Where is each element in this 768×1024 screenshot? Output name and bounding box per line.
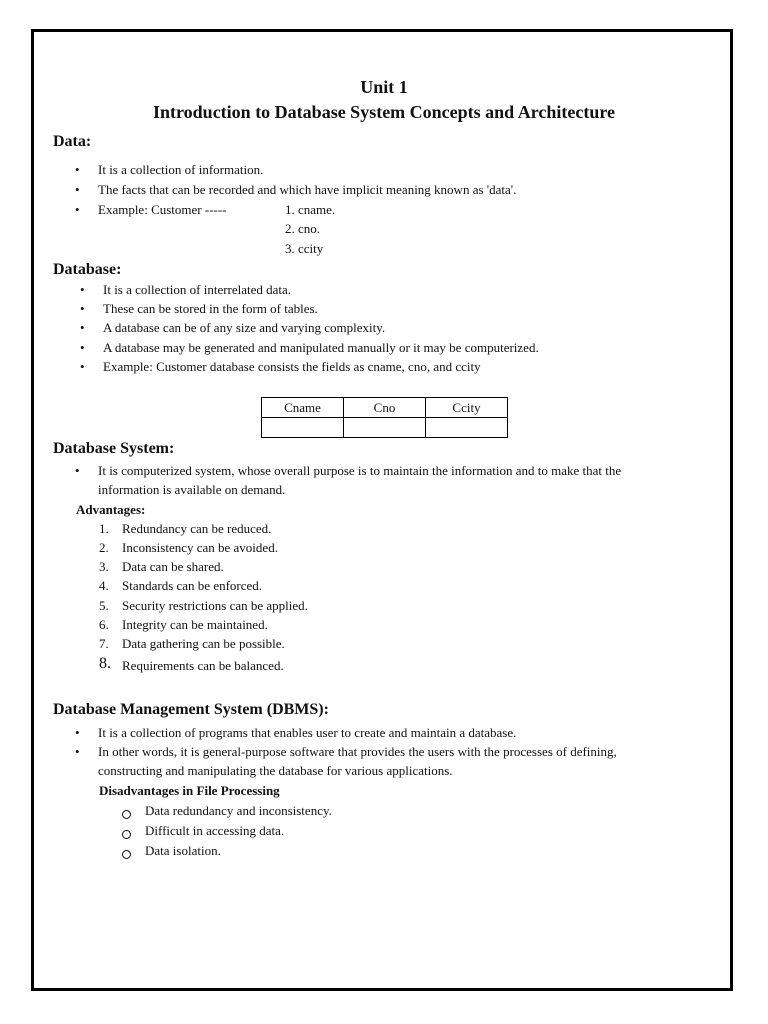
advantage-number: 1. — [99, 521, 109, 536]
circle-bullet-icon — [122, 846, 131, 864]
dbms-bullet-1: It is a collection of programs that enables user to create and maintain a database. — [98, 725, 517, 740]
table-header-row — [262, 398, 508, 418]
advantage-number: 5. — [99, 598, 109, 613]
customer-fields-table — [261, 397, 508, 438]
data-bullet-2: The facts that can be recorded and which have implicit meaning known as 'data'. — [98, 182, 517, 197]
database-bullet-2: These can be stored in the form of tables. — [103, 301, 318, 316]
advantage-number: 7. — [99, 636, 109, 651]
advantages-heading: Advantages: — [76, 502, 146, 517]
dbms-bullet-2-line1: In other words, it is general-purpose software that provides the users with the processes of defining, — [98, 744, 617, 759]
database-system-bullet-line1: It is computerized system, whose overall purpose is to maintain the information and to make that the — [98, 463, 622, 478]
advantage-item: Requirements can be balanced. — [122, 658, 284, 673]
bullet-icon: • — [75, 182, 80, 197]
database-system-heading: Database System: — [53, 440, 175, 457]
bullet-icon: • — [80, 340, 85, 355]
table-header-cname: Cname — [262, 398, 344, 418]
database-bullet-3: A database can be of any size and varying complexity. — [103, 320, 386, 335]
bullet-icon: • — [75, 463, 80, 478]
circle-bullet-icon — [122, 806, 131, 824]
advantage-item: Integrity can be maintained. — [122, 617, 268, 632]
disadvantage-item: Difficult in accessing data. — [145, 823, 285, 838]
unit-title: Unit 1 — [360, 77, 408, 97]
table-row — [262, 418, 508, 438]
advantage-number: 4. — [99, 578, 109, 593]
advantage-item: Inconsistency can be avoided. — [122, 540, 278, 555]
advantage-number: 6. — [99, 617, 109, 632]
circle-bullet-icon — [122, 826, 131, 844]
bullet-icon: • — [80, 359, 85, 374]
example-item-3: 3. ccity — [285, 241, 324, 256]
table-header-cno: Cno — [344, 398, 426, 418]
table-header-ccity: Ccity — [426, 398, 508, 418]
database-bullet-5: Example: Customer database consists the fields as cname, cno, and ccity — [103, 359, 481, 374]
example-item-1: 1. cname. — [285, 202, 336, 217]
table-cell — [344, 418, 426, 438]
bullet-icon: • — [75, 725, 80, 740]
bullet-icon: • — [75, 744, 80, 759]
advantage-item: Data can be shared. — [122, 559, 224, 574]
advantage-number: 2. — [99, 540, 109, 555]
disadvantage-item: Data redundancy and inconsistency. — [145, 803, 332, 818]
data-bullet-1: It is a collection of information. — [98, 162, 264, 177]
disadvantages-heading: Disadvantages in File Processing — [99, 783, 280, 798]
advantage-item: Standards can be enforced. — [122, 578, 263, 593]
dbms-heading: Database Management System (DBMS): — [53, 701, 329, 718]
data-bullet-3: Example: Customer ----- — [98, 202, 227, 217]
bullet-icon: • — [80, 282, 85, 297]
advantage-item: Data gathering can be possible. — [122, 636, 285, 651]
advantage-item: Security restrictions can be applied. — [122, 598, 308, 613]
example-item-2: 2. cno. — [285, 221, 321, 236]
data-heading: Data: — [53, 133, 92, 150]
database-heading: Database: — [53, 261, 122, 278]
main-title: Introduction to Database System Concepts and Architecture — [153, 102, 615, 122]
database-bullet-4: A database may be generated and manipulated manually or it may be computerized. — [103, 340, 539, 355]
bullet-icon: • — [80, 301, 85, 316]
bullet-icon: • — [75, 202, 80, 217]
disadvantage-item: Data isolation. — [145, 843, 221, 858]
advantage-item: Redundancy can be reduced. — [122, 521, 272, 536]
database-system-bullet-line2: information is available on demand. — [98, 482, 286, 497]
database-bullet-1: It is a collection of interrelated data. — [103, 282, 292, 297]
table-cell — [426, 418, 508, 438]
dbms-bullet-2-line2: constructing and manipulating the database for various applications. — [98, 763, 453, 778]
bullet-icon: • — [80, 320, 85, 335]
advantage-number: 3. — [99, 559, 109, 574]
table-cell — [262, 418, 344, 438]
advantage-number: 8. — [99, 655, 111, 672]
bullet-icon: • — [75, 162, 80, 177]
